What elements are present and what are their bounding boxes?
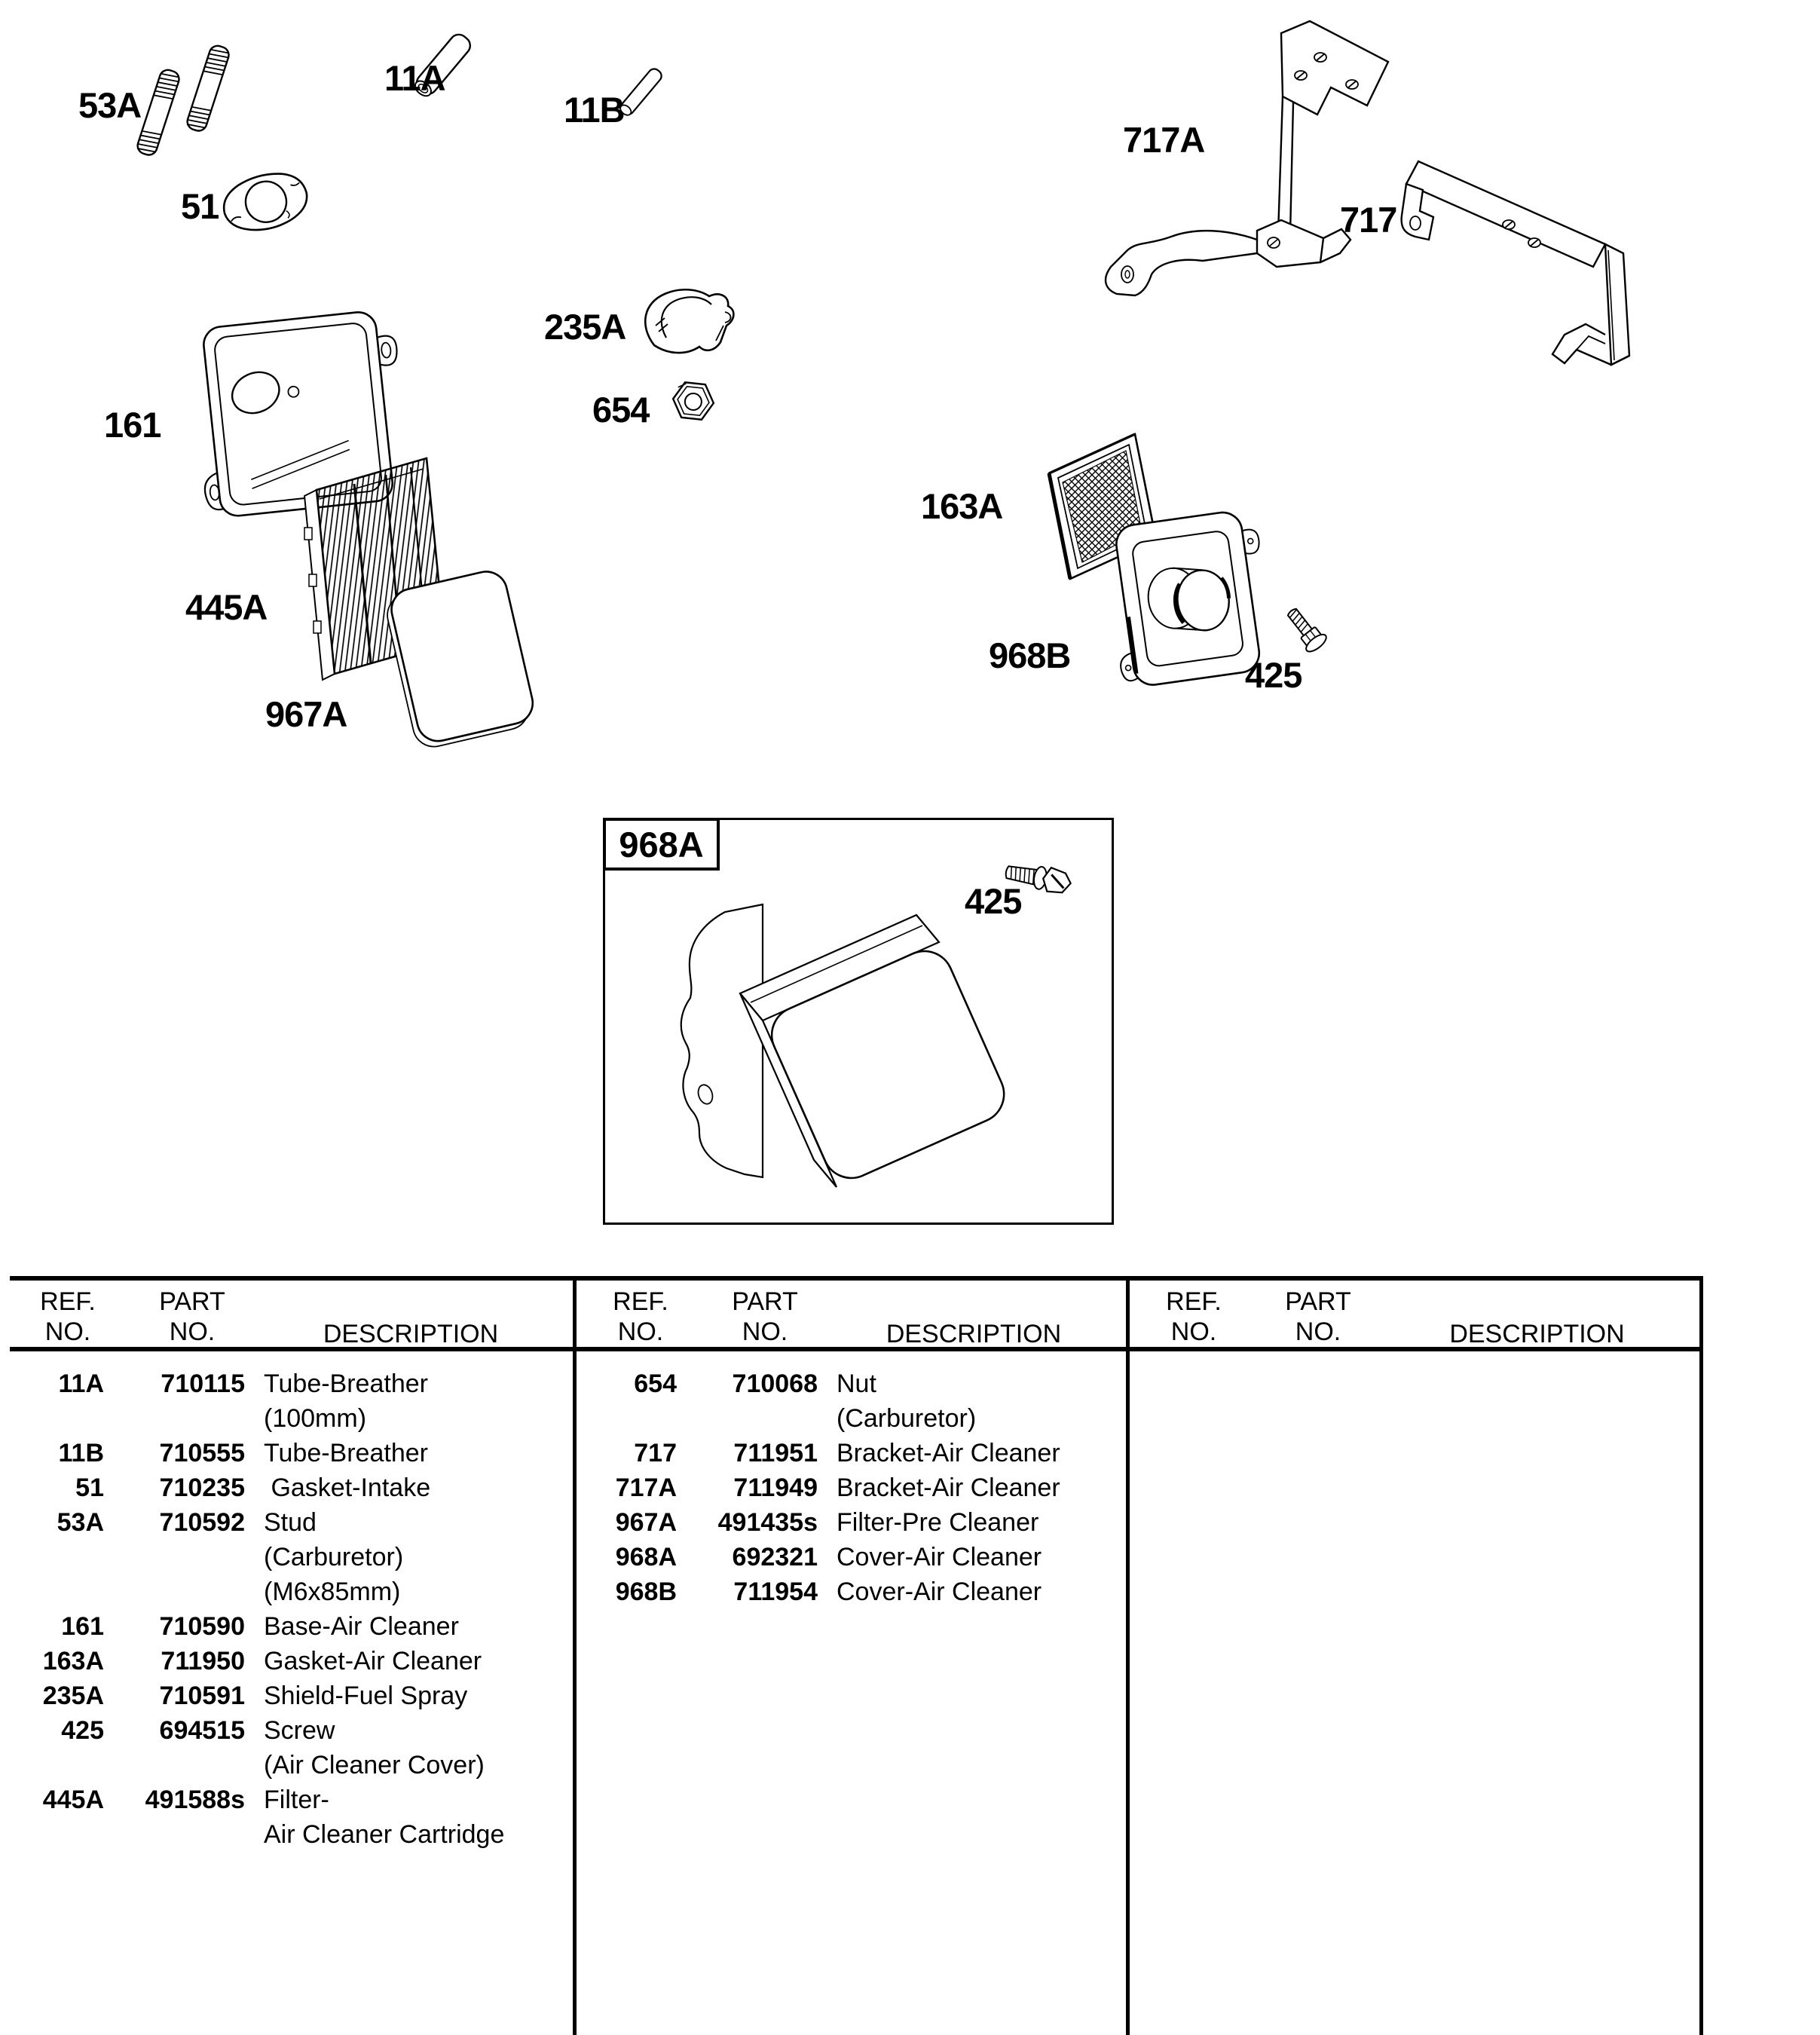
part-header-line1: PART xyxy=(732,1287,798,1316)
callout-53A: 53A xyxy=(78,85,142,125)
ref-header-line2: NO. xyxy=(617,1317,664,1346)
gasket-51-drawing xyxy=(218,166,313,238)
table-row-line xyxy=(0,1713,573,1748)
callout-235A: 235A xyxy=(544,307,626,347)
ref-no-cell: 968B xyxy=(615,1578,677,1606)
group-968A-frame xyxy=(603,818,1114,1225)
part-no-header xyxy=(708,1287,821,1349)
callout-425-box: 425 xyxy=(965,881,1022,921)
ref-no-cell: 11A xyxy=(58,1369,104,1398)
description-cell: (Carburetor) xyxy=(837,1404,977,1433)
description-cell: (Carburetor) xyxy=(264,1543,404,1571)
table-column-1 xyxy=(0,1276,573,2035)
table-row-line xyxy=(573,1505,1126,1540)
description-cell: Cover-Air Cleaner xyxy=(837,1578,1042,1606)
table-row-line xyxy=(573,1436,1126,1470)
column-2-rows xyxy=(573,1366,1126,1609)
table-column-3 xyxy=(1126,1276,1699,2035)
callout-425-right: 425 xyxy=(1245,655,1302,695)
table-row-line xyxy=(0,1783,573,1817)
screw-425a-drawing xyxy=(1282,604,1329,655)
part-no-cell: 491435s xyxy=(717,1508,818,1537)
description-cell: (M6x85mm) xyxy=(264,1578,401,1606)
bracket-717-drawing xyxy=(1402,161,1629,365)
ref-no-cell: 53A xyxy=(57,1508,104,1537)
part-no-cell: 711951 xyxy=(733,1439,818,1467)
callout-968B: 968B xyxy=(989,635,1071,675)
table-row-line xyxy=(0,1401,573,1436)
table-row-line xyxy=(0,1574,573,1609)
ref-no-cell xyxy=(0,1401,104,1436)
callout-51: 51 xyxy=(181,186,219,226)
description-cell: (100mm) xyxy=(264,1404,367,1433)
ref-no-cell: 967A xyxy=(615,1508,677,1537)
description-cell: Shield-Fuel Spray xyxy=(264,1682,468,1710)
part-no-cell xyxy=(104,1401,245,1436)
part-no-cell: 711949 xyxy=(733,1473,818,1502)
column-1-header xyxy=(0,1276,573,1349)
ref-no-cell: 161 xyxy=(61,1612,104,1641)
ref-no-header xyxy=(1126,1287,1262,1349)
part-header-line1: PART xyxy=(1285,1287,1351,1316)
ref-header-line1: REF. xyxy=(1166,1287,1222,1316)
filter-967A-drawing xyxy=(382,568,538,751)
description-cell: Gasket-Air Cleaner xyxy=(264,1647,482,1675)
description-cell: Filter- xyxy=(264,1786,329,1814)
ref-no-cell: 425 xyxy=(61,1716,104,1745)
table-row-line xyxy=(573,1470,1126,1505)
description-cell: Base-Air Cleaner xyxy=(264,1612,459,1641)
table-row-line xyxy=(573,1574,1126,1609)
ref-header-line2: NO. xyxy=(44,1317,91,1346)
callout-445A: 445A xyxy=(185,587,268,627)
ref-no-cell xyxy=(573,1401,677,1436)
callout-11B: 11B xyxy=(564,90,625,130)
ref-no-cell: 717 xyxy=(634,1439,677,1467)
part-no-cell xyxy=(104,1748,245,1783)
description-cell: Gasket-Intake xyxy=(264,1473,431,1502)
table-row-line xyxy=(573,1366,1126,1401)
table-row-line xyxy=(573,1540,1126,1574)
description-cell: Filter-Pre Cleaner xyxy=(837,1508,1039,1537)
description-cell: Cover-Air Cleaner xyxy=(837,1543,1042,1571)
table-row-line xyxy=(0,1817,573,1852)
description-cell: Bracket-Air Cleaner xyxy=(837,1473,1060,1502)
ref-no-cell: 11B xyxy=(58,1439,104,1467)
part-header-line2: NO. xyxy=(742,1317,788,1346)
description-header xyxy=(821,1287,1126,1349)
description-cell: Nut xyxy=(837,1369,876,1398)
part-no-cell: 710115 xyxy=(161,1369,245,1398)
description-header xyxy=(249,1287,573,1349)
table-row-line xyxy=(0,1366,573,1401)
part-no-cell xyxy=(104,1540,245,1574)
callout-968A: 968A xyxy=(603,818,720,871)
callout-717A: 717A xyxy=(1123,120,1205,160)
part-no-cell: 694515 xyxy=(159,1716,245,1745)
part-no-cell: 710591 xyxy=(159,1682,245,1710)
description-header-text: DESCRIPTION xyxy=(1449,1320,1625,1348)
part-no-cell: 710555 xyxy=(159,1439,245,1467)
ref-no-cell: 445A xyxy=(42,1786,104,1814)
ref-no-header xyxy=(573,1287,708,1349)
callout-163A: 163A xyxy=(921,486,1003,526)
column-2-header xyxy=(573,1276,1126,1349)
part-no-cell: 711950 xyxy=(161,1647,245,1675)
table-row-line xyxy=(0,1540,573,1574)
shield-235A-drawing xyxy=(645,289,733,353)
part-no-cell: 692321 xyxy=(732,1543,818,1571)
ref-no-cell: 654 xyxy=(634,1369,677,1398)
ref-header-line2: NO. xyxy=(1170,1317,1217,1346)
table-right-rule xyxy=(1699,1276,1703,2035)
ref-no-cell xyxy=(0,1540,104,1574)
table-row-line xyxy=(0,1609,573,1644)
ref-no-cell: 968A xyxy=(615,1543,677,1571)
description-cell: Bracket-Air Cleaner xyxy=(837,1439,1060,1467)
table-row-line xyxy=(0,1644,573,1678)
part-no-cell: 710068 xyxy=(732,1369,818,1398)
part-header-line1: PART xyxy=(159,1287,225,1316)
ref-no-cell xyxy=(0,1748,104,1783)
ref-no-cell: 163A xyxy=(42,1647,104,1675)
part-no-cell: 491588s xyxy=(145,1786,245,1814)
ref-header-line1: REF. xyxy=(613,1287,668,1316)
callout-11A: 11A xyxy=(384,58,445,98)
ref-no-cell: 717A xyxy=(615,1473,677,1502)
table-row-line xyxy=(0,1678,573,1713)
ref-no-cell: 235A xyxy=(42,1682,104,1710)
parts-table xyxy=(0,1276,1820,2035)
description-cell: (Air Cleaner Cover) xyxy=(264,1751,485,1779)
ref-no-header xyxy=(0,1287,136,1349)
part-no-header xyxy=(1262,1287,1375,1349)
tube-11B-drawing xyxy=(618,66,664,118)
part-no-cell xyxy=(677,1401,818,1436)
part-no-header xyxy=(136,1287,249,1349)
ref-no-cell xyxy=(0,1574,104,1609)
table-row-line xyxy=(573,1401,1126,1436)
column-1-rows xyxy=(0,1366,573,1852)
callout-967A: 967A xyxy=(265,694,347,734)
part-no-cell: 710235 xyxy=(159,1473,245,1502)
table-row-line xyxy=(0,1505,573,1540)
description-cell: Tube-Breather xyxy=(264,1369,428,1398)
part-no-cell: 710590 xyxy=(159,1612,245,1641)
table-row-line xyxy=(0,1748,573,1783)
callout-654: 654 xyxy=(592,390,650,430)
description-header xyxy=(1375,1287,1699,1349)
part-no-cell: 710592 xyxy=(159,1508,245,1537)
table-row-line xyxy=(0,1470,573,1505)
description-cell: Air Cleaner Cartridge xyxy=(264,1820,505,1849)
nut-654-drawing xyxy=(671,381,716,421)
part-no-cell: 711954 xyxy=(733,1578,818,1606)
ref-header-line1: REF. xyxy=(40,1287,96,1316)
table-row-line xyxy=(0,1436,573,1470)
part-no-cell xyxy=(104,1817,245,1852)
stud-53A-drawing xyxy=(136,44,231,157)
part-header-line2: NO. xyxy=(169,1317,216,1346)
description-cell: Screw xyxy=(264,1716,335,1745)
callout-717: 717 xyxy=(1340,200,1397,240)
table-column-2 xyxy=(573,1276,1126,2035)
description-cell: Tube-Breather xyxy=(264,1439,428,1467)
column-3-header xyxy=(1126,1276,1699,1349)
description-header-text: DESCRIPTION xyxy=(323,1320,499,1348)
description-header-text: DESCRIPTION xyxy=(886,1320,1062,1348)
ref-no-cell xyxy=(0,1817,104,1852)
ref-no-cell: 51 xyxy=(75,1473,104,1502)
part-header-line2: NO. xyxy=(1295,1317,1341,1346)
callout-161: 161 xyxy=(104,405,161,445)
part-no-cell xyxy=(104,1574,245,1609)
description-cell: Stud xyxy=(264,1508,317,1537)
